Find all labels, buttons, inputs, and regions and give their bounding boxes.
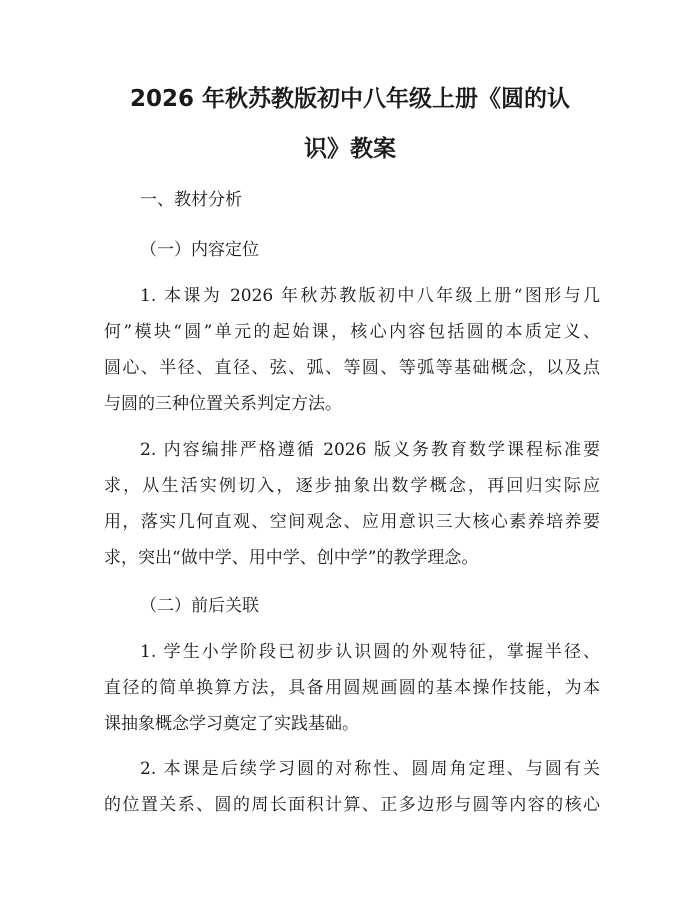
paragraph-content-positioning-1	[104, 278, 600, 422]
paragraph-line: 用，落实几何直观、空间观念、应用意识三大核心素养培养要	[104, 512, 600, 532]
paragraph-line: 与圆的三种位置关系判定方法。	[104, 394, 342, 414]
paragraph-line: 何”模块“圆”单元的起始课，核心内容包括圆的本质定义、	[104, 322, 600, 342]
paragraph-line: 的位置关系、圆的周长面积计算、正多边形与圆等内容的核心	[104, 795, 600, 815]
section-heading-textbook-analysis: 一、教材分析	[140, 190, 242, 210]
paragraph-line: 2. 内容编排严格遵循 2026 版义务教育数学课程标准要	[140, 440, 600, 460]
paragraph-line: 2. 本课是后续学习圆的对称性、圆周角定理、与圆有关	[140, 759, 600, 779]
document-title-line-1: 2026 年秋苏教版初中八年级上册《圆的认	[129, 86, 571, 112]
paragraph-line: 1. 本课为 2026 年秋苏教版初中八年级上册“图形与几	[140, 286, 600, 306]
paragraph-connections-1	[104, 634, 600, 742]
subsection-heading-connections: （二）前后关联	[140, 596, 259, 616]
paragraph-content-positioning-2	[104, 432, 600, 576]
paragraph-line: 求，突出“做中学、用中学、创中学”的教学理念。	[104, 548, 479, 568]
document-title-line-2: 识》教案	[304, 136, 396, 162]
paragraph-line: 课抽象概念学习奠定了实践基础。	[104, 714, 359, 734]
paragraph-line: 直径的简单换算方法，具备用圆规画圆的基本操作技能，为本	[104, 678, 600, 698]
paragraph-line: 圆心、半径、直径、弦、弧、等圆、等弧等基础概念，以及点	[104, 358, 600, 378]
paragraph-connections-2	[104, 751, 600, 823]
subsection-heading-content-positioning: （一）内容定位	[140, 240, 259, 260]
paragraph-line: 1. 学生小学阶段已初步认识圆的外观特征，掌握半径、	[140, 642, 600, 662]
paragraph-line: 求，从生活实例切入，逐步抽象出数学概念，再回归实际应	[104, 476, 600, 496]
